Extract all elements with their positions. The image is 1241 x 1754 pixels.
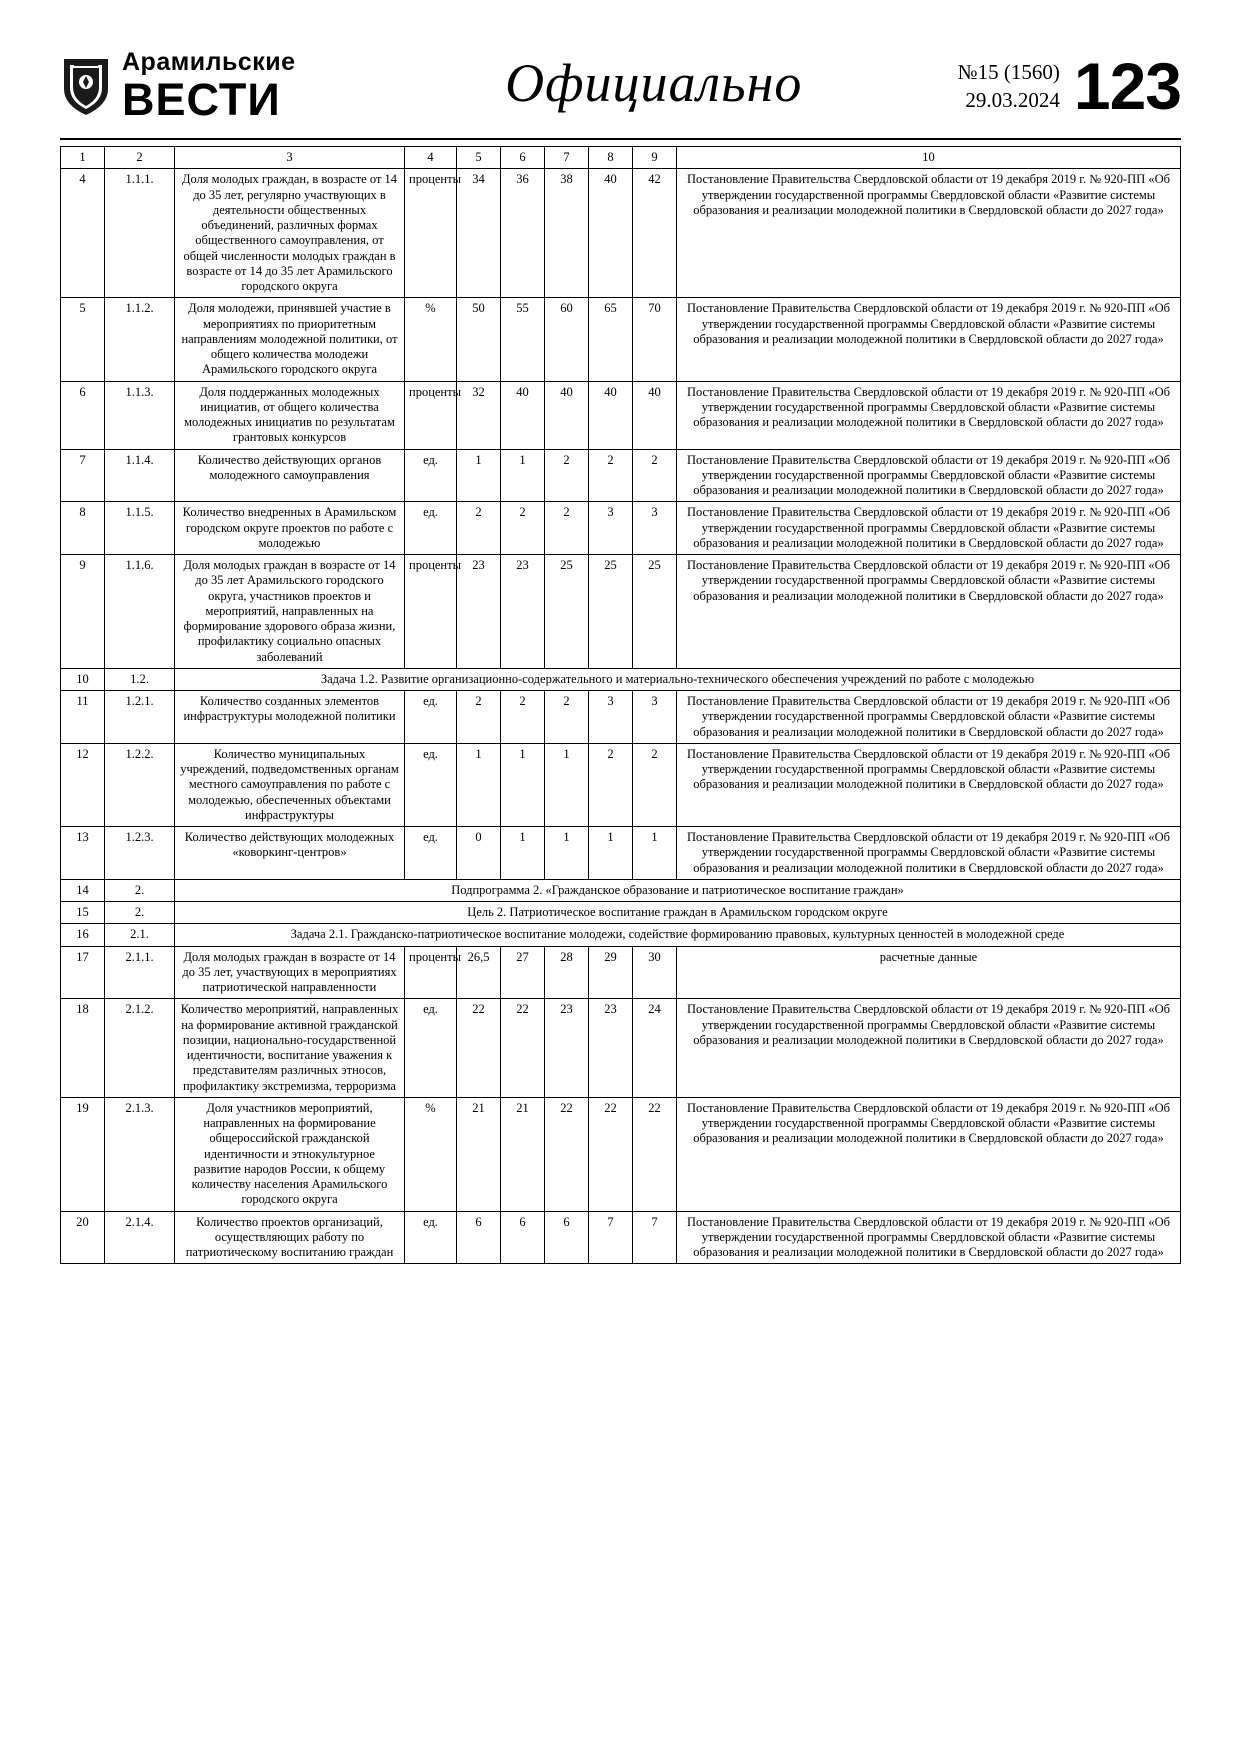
source-cell: Постановление Правительства Свердловской области от 19 декабря 2019 г. № 920-ПП «Об утверждении государственной программы Свердловской области «Развитие системы образования и реализации молодежной политики в Свердловской области до 2027 года» <box>677 169 1181 298</box>
value-cell: 2 <box>501 691 545 744</box>
indicator-name-cell: Количество муниципальных учреждений, подведомственных органам местного самоуправления по работе с молодежью, обеспеченных объектами инфраструктуры <box>175 743 405 826</box>
unit-cell: проценты <box>405 946 457 999</box>
value-cell: 65 <box>589 298 633 381</box>
table-row <box>61 999 1181 1098</box>
source-cell: Постановление Правительства Свердловской области от 19 декабря 2019 г. № 920-ПП «Об утверждении государственной программы Свердловской области «Развитие системы образования и реализации молодежной политики в Свердловской области до 2027 года» <box>677 555 1181 669</box>
unit-cell: ед. <box>405 502 457 555</box>
value-cell: 23 <box>501 555 545 669</box>
row-code-cell: 1.1.2. <box>105 298 175 381</box>
value-cell: 26,5 <box>457 946 501 999</box>
value-cell: 1 <box>589 827 633 880</box>
value-cell: 32 <box>457 381 501 449</box>
value-cell: 2 <box>589 743 633 826</box>
value-cell: 1 <box>545 743 589 826</box>
issue-info <box>958 58 1060 115</box>
publication-brand <box>60 48 350 125</box>
indicator-name-cell: Количество действующих органов молодежного самоуправления <box>175 449 405 502</box>
value-cell: 3 <box>589 691 633 744</box>
row-number-cell: 6 <box>61 381 105 449</box>
brand-line-1: Арамильские <box>122 48 296 76</box>
table-row <box>61 555 1181 669</box>
value-cell: 27 <box>501 946 545 999</box>
value-cell: 50 <box>457 298 501 381</box>
column-number-cell: 10 <box>677 147 1181 169</box>
column-number-cell: 5 <box>457 147 501 169</box>
source-cell: Постановление Правительства Свердловской области от 19 декабря 2019 г. № 920-ПП «Об утверждении государственной программы Свердловской области «Развитие системы образования и реализации молодежной политики в Свердловской области до 2027 года» <box>677 827 1181 880</box>
source-cell: Постановление Правительства Свердловской области от 19 декабря 2019 г. № 920-ПП «Об утверждении государственной программы Свердловской области «Развитие системы образования и реализации молодежной политики в Свердловской области до 2027 года» <box>677 449 1181 502</box>
table-row <box>61 449 1181 502</box>
row-code-cell: 2.1.4. <box>105 1211 175 1264</box>
issue-number: №15 (1560) <box>957 59 1060 84</box>
column-number-cell: 9 <box>633 147 677 169</box>
value-cell: 2 <box>545 691 589 744</box>
indicators-table <box>60 146 1181 1264</box>
section-heading-cell: Подпрограмма 2. «Гражданское образование и патриотическое воспитание граждан» <box>175 879 1181 901</box>
unit-cell: % <box>405 298 457 381</box>
value-cell: 2 <box>501 502 545 555</box>
row-number-cell: 10 <box>61 668 105 690</box>
row-number-cell: 18 <box>61 999 105 1098</box>
indicator-name-cell: Доля молодых граждан в возрасте от 14 до 35 лет, участвующих в мероприятиях патриотической направленности <box>175 946 405 999</box>
indicator-name-cell: Доля молодых граждан, в возрасте от 14 до 35 лет, регулярно участвующих в деятельности общественных объединений, различных формах общественного самоуправления, от общей численности молодых граждан в возрасте от 14 до 35 лет Арамильского городского округа <box>175 169 405 298</box>
issue-block <box>957 48 1181 123</box>
source-cell: Постановление Правительства Свердловской области от 19 декабря 2019 г. № 920-ПП «Об утверждении государственной программы Свердловской области «Развитие системы образования и реализации молодежной политики в Свердловской области до 2027 года» <box>677 999 1181 1098</box>
row-code-cell: 1.1.5. <box>105 502 175 555</box>
row-code-cell: 1.1.6. <box>105 555 175 669</box>
row-number-cell: 8 <box>61 502 105 555</box>
value-cell: 7 <box>633 1211 677 1264</box>
unit-cell: % <box>405 1097 457 1211</box>
row-code-cell: 2. <box>105 879 175 901</box>
source-cell: Постановление Правительства Свердловской области от 19 декабря 2019 г. № 920-ПП «Об утверждении государственной программы Свердловской области «Развитие системы образования и реализации молодежной политики в Свердловской области до 2027 года» <box>677 298 1181 381</box>
row-code-cell: 1.2.1. <box>105 691 175 744</box>
row-number-cell: 15 <box>61 902 105 924</box>
value-cell: 2 <box>633 449 677 502</box>
column-number-cell: 7 <box>545 147 589 169</box>
table-row <box>61 668 1181 690</box>
value-cell: 40 <box>545 381 589 449</box>
masthead <box>60 42 1181 136</box>
value-cell: 22 <box>633 1097 677 1211</box>
table-row <box>61 902 1181 924</box>
row-code-cell: 1.1.3. <box>105 381 175 449</box>
value-cell: 2 <box>457 691 501 744</box>
row-number-cell: 14 <box>61 879 105 901</box>
source-cell: Постановление Правительства Свердловской области от 19 декабря 2019 г. № 920-ПП «Об утверждении государственной программы Свердловской области «Развитие системы образования и реализации молодежной политики в Свердловской области до 2027 года» <box>677 743 1181 826</box>
row-number-cell: 9 <box>61 555 105 669</box>
unit-cell: ед. <box>405 743 457 826</box>
table-row <box>61 298 1181 381</box>
section-heading-cell: Задача 1.2. Развитие организационно-содержательного и материально-технического обеспечения учреждений по работе с молодежью <box>175 668 1181 690</box>
coat-of-arms-icon <box>60 55 112 117</box>
value-cell: 2 <box>545 449 589 502</box>
row-number-cell: 16 <box>61 924 105 946</box>
row-code-cell: 2.1. <box>105 924 175 946</box>
value-cell: 42 <box>633 169 677 298</box>
value-cell: 1 <box>501 449 545 502</box>
value-cell: 2 <box>545 502 589 555</box>
row-code-cell: 1.1.1. <box>105 169 175 298</box>
row-code-cell: 1.2.2. <box>105 743 175 826</box>
unit-cell: ед. <box>405 999 457 1098</box>
table-row <box>61 946 1181 999</box>
brand-line-2: ВЕСТИ <box>122 74 281 125</box>
column-number-cell: 2 <box>105 147 175 169</box>
row-number-cell: 5 <box>61 298 105 381</box>
value-cell: 6 <box>545 1211 589 1264</box>
value-cell: 70 <box>633 298 677 381</box>
table-row <box>61 743 1181 826</box>
source-cell: Постановление Правительства Свердловской области от 19 декабря 2019 г. № 920-ПП «Об утверждении государственной программы Свердловской области «Развитие системы образования и реализации молодежной политики в Свердловской области до 2027 года» <box>677 1211 1181 1264</box>
source-cell: Постановление Правительства Свердловской области от 19 декабря 2019 г. № 920-ПП «Об утверждении государственной программы Свердловской области «Развитие системы образования и реализации молодежной политики в Свердловской области до 2027 года» <box>677 691 1181 744</box>
value-cell: 55 <box>501 298 545 381</box>
table-row <box>61 502 1181 555</box>
indicator-name-cell: Количество внедренных в Арамильском городском округе проектов по работе с молодежью <box>175 502 405 555</box>
value-cell: 23 <box>457 555 501 669</box>
row-code-cell: 2.1.2. <box>105 999 175 1098</box>
value-cell: 6 <box>457 1211 501 1264</box>
value-cell: 34 <box>457 169 501 298</box>
value-cell: 1 <box>457 743 501 826</box>
row-number-cell: 20 <box>61 1211 105 1264</box>
value-cell: 24 <box>633 999 677 1098</box>
value-cell: 30 <box>633 946 677 999</box>
row-number-cell: 13 <box>61 827 105 880</box>
value-cell: 22 <box>457 999 501 1098</box>
row-number-cell: 4 <box>61 169 105 298</box>
table-row <box>61 924 1181 946</box>
value-cell: 3 <box>633 502 677 555</box>
value-cell: 60 <box>545 298 589 381</box>
issue-date: 29.03.2024 <box>965 88 1060 112</box>
value-cell: 1 <box>501 827 545 880</box>
row-number-cell: 12 <box>61 743 105 826</box>
indicator-name-cell: Доля молодежи, принявшей участие в мероприятиях по приоритетным направлениям молодежной политики, от общего количества молодежи Арамильского городского округа <box>175 298 405 381</box>
value-cell: 38 <box>545 169 589 298</box>
value-cell: 3 <box>589 502 633 555</box>
value-cell: 1 <box>633 827 677 880</box>
source-cell: расчетные данные <box>677 946 1181 999</box>
value-cell: 22 <box>501 999 545 1098</box>
value-cell: 40 <box>589 169 633 298</box>
row-code-cell: 2.1.1. <box>105 946 175 999</box>
indicator-name-cell: Количество мероприятий, направленных на формирование активной гражданской позиции, национально-государственной идентичности, воспитание уважения к представителям различных этносов, профилактику экстремизма, терроризма <box>175 999 405 1098</box>
value-cell: 40 <box>633 381 677 449</box>
unit-cell: ед. <box>405 827 457 880</box>
unit-cell: проценты <box>405 381 457 449</box>
brand-wordmark <box>122 48 296 125</box>
value-cell: 2 <box>457 502 501 555</box>
unit-cell: проценты <box>405 555 457 669</box>
table-row <box>61 691 1181 744</box>
value-cell: 23 <box>589 999 633 1098</box>
row-code-cell: 1.2. <box>105 668 175 690</box>
column-number-cell: 1 <box>61 147 105 169</box>
value-cell: 22 <box>589 1097 633 1211</box>
value-cell: 21 <box>501 1097 545 1211</box>
value-cell: 28 <box>545 946 589 999</box>
value-cell: 40 <box>501 381 545 449</box>
unit-cell: ед. <box>405 691 457 744</box>
indicator-name-cell: Количество действующих молодежных «коворкинг-центров» <box>175 827 405 880</box>
value-cell: 25 <box>545 555 589 669</box>
value-cell: 1 <box>501 743 545 826</box>
value-cell: 6 <box>501 1211 545 1264</box>
value-cell: 21 <box>457 1097 501 1211</box>
column-number-cell: 6 <box>501 147 545 169</box>
row-code-cell: 2.1.3. <box>105 1097 175 1211</box>
row-code-cell: 1.2.3. <box>105 827 175 880</box>
value-cell: 29 <box>589 946 633 999</box>
value-cell: 7 <box>589 1211 633 1264</box>
source-cell: Постановление Правительства Свердловской области от 19 декабря 2019 г. № 920-ПП «Об утверждении государственной программы Свердловской области «Развитие системы образования и реализации молодежной политики в Свердловской области до 2027 года» <box>677 381 1181 449</box>
column-number-cell: 3 <box>175 147 405 169</box>
row-code-cell: 1.1.4. <box>105 449 175 502</box>
value-cell: 22 <box>545 1097 589 1211</box>
page-number: 123 <box>1073 48 1181 123</box>
page-title: Официально <box>505 53 803 113</box>
indicator-name-cell: Доля молодых граждан в возрасте от 14 до 35 лет Арамильского городского округа, участников проектов и мероприятий, направленных на формирование здорового образа жизни, профилактику социально опасных заболеваний <box>175 555 405 669</box>
row-number-cell: 11 <box>61 691 105 744</box>
value-cell: 25 <box>633 555 677 669</box>
value-cell: 0 <box>457 827 501 880</box>
source-cell: Постановление Правительства Свердловской области от 19 декабря 2019 г. № 920-ПП «Об утверждении государственной программы Свердловской области «Развитие системы образования и реализации молодежной политики в Свердловской области до 2027 года» <box>677 1097 1181 1211</box>
table-row <box>61 827 1181 880</box>
value-cell: 2 <box>589 449 633 502</box>
indicator-name-cell: Количество проектов организаций, осуществляющих работу по патриотическому воспитанию граждан <box>175 1211 405 1264</box>
section-heading-cell: Задача 2.1. Гражданско-патриотическое воспитание молодежи, содействие формированию правовых, культурных ценностей в молодежной среде <box>175 924 1181 946</box>
table-row <box>61 1211 1181 1264</box>
table-row <box>61 879 1181 901</box>
value-cell: 25 <box>589 555 633 669</box>
table-row <box>61 1097 1181 1211</box>
source-cell: Постановление Правительства Свердловской области от 19 декабря 2019 г. № 920-ПП «Об утверждении государственной программы Свердловской области «Развитие системы образования и реализации молодежной политики в Свердловской области до 2027 года» <box>677 502 1181 555</box>
value-cell: 23 <box>545 999 589 1098</box>
value-cell: 40 <box>589 381 633 449</box>
indicator-name-cell: Доля участников мероприятий, направленных на формирование общероссийской гражданской идентичности и этнокультурное развитие народов России, к общему количеству населения Арамильского городского округа <box>175 1097 405 1211</box>
value-cell: 1 <box>457 449 501 502</box>
row-code-cell: 2. <box>105 902 175 924</box>
value-cell: 36 <box>501 169 545 298</box>
value-cell: 1 <box>545 827 589 880</box>
column-number-cell: 4 <box>405 147 457 169</box>
unit-cell: ед. <box>405 1211 457 1264</box>
unit-cell: ед. <box>405 449 457 502</box>
row-number-cell: 19 <box>61 1097 105 1211</box>
column-number-cell: 8 <box>589 147 633 169</box>
value-cell: 3 <box>633 691 677 744</box>
table-row <box>61 381 1181 449</box>
section-heading-cell: Цель 2. Патриотическое воспитание граждан в Арамильском городском округе <box>175 902 1181 924</box>
header-divider <box>60 138 1181 140</box>
indicator-name-cell: Доля поддержанных молодежных инициатив, от общего количества молодежных инициатив по результатам грантовых конкурсов <box>175 381 405 449</box>
indicator-name-cell: Количество созданных элементов инфраструктуры молодежной политики <box>175 691 405 744</box>
column-number-row <box>61 147 1181 169</box>
row-number-cell: 17 <box>61 946 105 999</box>
value-cell: 2 <box>633 743 677 826</box>
unit-cell: проценты <box>405 169 457 298</box>
table-row <box>61 169 1181 298</box>
row-number-cell: 7 <box>61 449 105 502</box>
